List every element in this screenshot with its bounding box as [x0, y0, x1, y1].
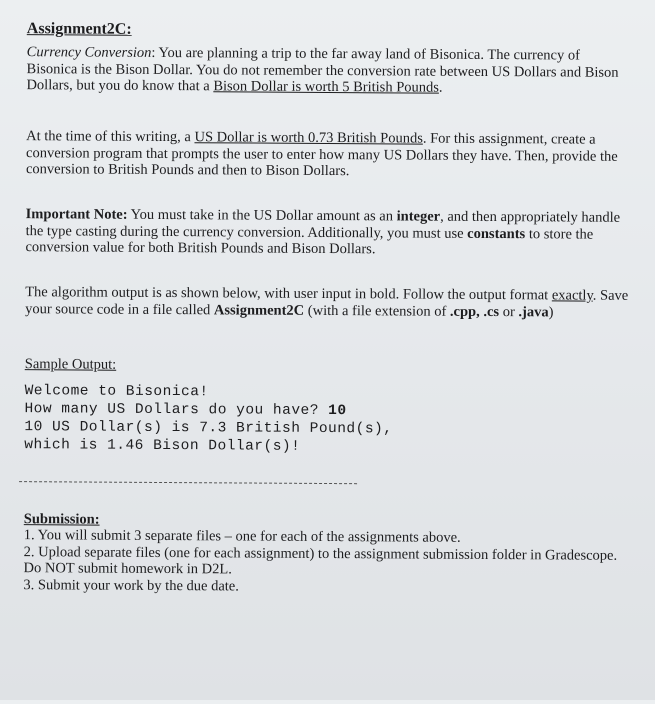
- list-item: 2. Upload separate files (one for each assignment) to the assignment submission folder in Gradescope. Do NOT submit homework in D2L.: [23, 543, 618, 578]
- list-item: 3. Submit your work by the due date.: [23, 576, 239, 594]
- bison-rate-text: Bison Dollar is worth 5 British Pounds: [213, 78, 439, 96]
- sample-output-heading: Sample Output:: [24, 356, 117, 373]
- dashed-divider: [19, 481, 357, 484]
- conversion-paragraph: At the time of this writing, a US Dollar is worth 0.73 British Pounds. For this assignment, create a conversion program that prompts the user to enter how many US Dollars they have. Then, provide the conversion to British Pounds and then to Bison Dollars.: [25, 128, 618, 180]
- us-rate-text: US Dollar is worth 0.73 British Pounds: [194, 129, 423, 147]
- assignment-title: Assignment2C:: [26, 20, 132, 38]
- sample-line: which is 1.46 Bison Dollar(s)!: [24, 437, 301, 455]
- note-label: Important Note:: [25, 206, 128, 223]
- important-note-paragraph: Important Note: You must take in the US Dollar amount as an integer, and then appropriately handle the type casting during the currency conversion. Additionally, you must use constants to store the conversion value for both British Pounds and Bison Dollars.: [25, 206, 621, 258]
- user-input: 10: [328, 403, 347, 420]
- intro-label: Currency Conversion: [26, 44, 152, 61]
- submission-list: [23, 527, 629, 597]
- submission-heading: Submission:: [23, 511, 100, 528]
- intro-paragraph: Currency Conversion: You are planning a trip to the far away land of Bisonica. The currency of Bisonica is the Bison Dollar. You do not remember the conversion rate between US Dollars and Bison Dollars, but you do know that a Bison Dollar is worth 5 British Pounds.: [26, 44, 619, 96]
- filename-text: Assignment2C: [213, 301, 305, 319]
- sample-line: Welcome to Bisonica!: [24, 383, 209, 401]
- list-item: 1. You will submit 3 separate files – one for each of the assignments above.: [23, 527, 461, 546]
- intro-text: : You are planning a trip to the far away land of Bisonica. The currency of Bisonica is the Bison Dollar. You do not remember the conversion rate between US Dollars and Bison Dollars, but you do know that a: [26, 44, 619, 95]
- output-format-paragraph: The algorithm output is as shown below, with user input in bold. Follow the output format exactly. Save your source code in a file called Assignment2C (with a file extension of .cpp, .cs or .java): [25, 284, 629, 320]
- sample-line: How many US Dollars do you have? 10: [24, 401, 347, 420]
- sample-line: 10 US Dollar(s) is 7.3 British Pound(s),: [24, 419, 393, 438]
- sample-output-block: [24, 382, 630, 458]
